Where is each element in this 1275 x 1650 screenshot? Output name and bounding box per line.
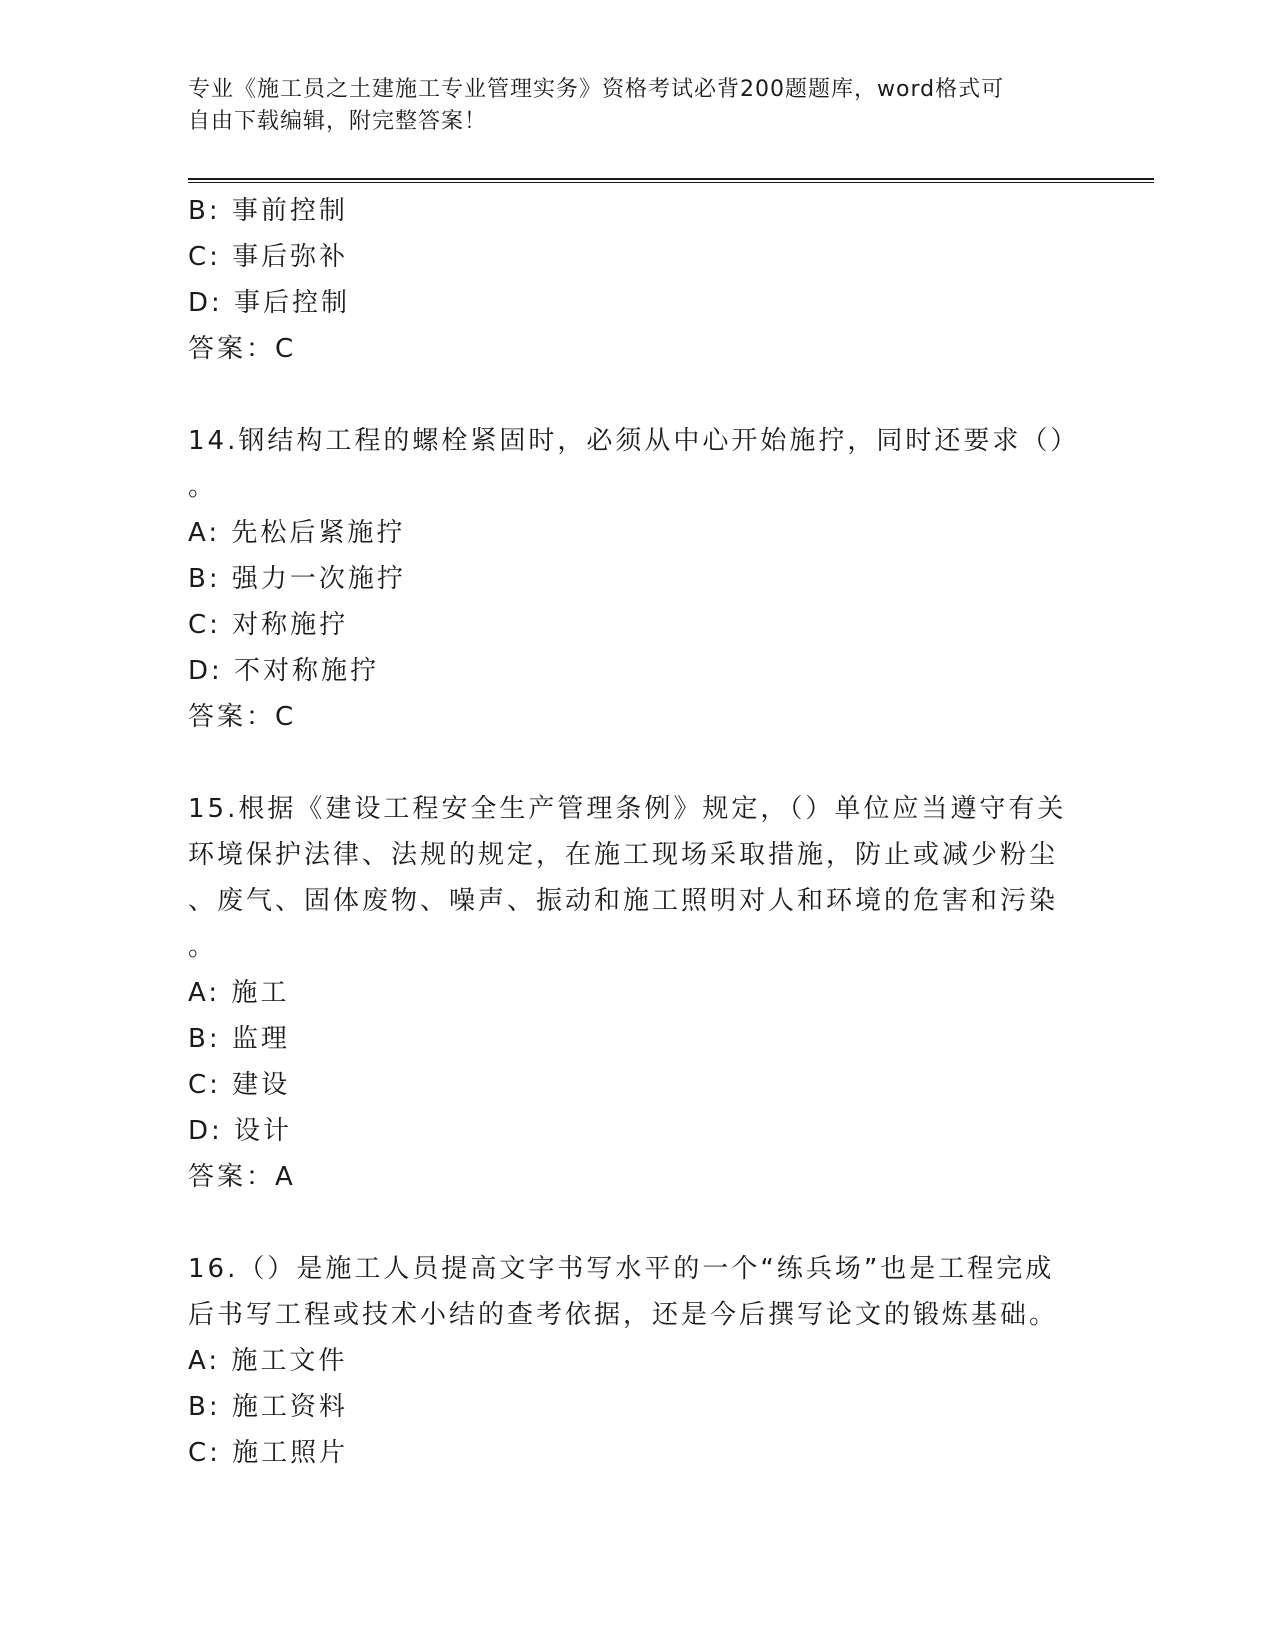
option-a: A: 先松后紧施拧 xyxy=(188,518,406,548)
spacer xyxy=(188,1200,1088,1246)
spacer xyxy=(188,372,1088,418)
option-c: C: 建设 xyxy=(188,1070,291,1100)
question-text-cont: 环境保护法律、法规的规定，在施工现场采取措施，防止或减少粉尘 xyxy=(188,840,1059,870)
question-text: 14.钢结构工程的螺栓紧固时，必须从中心开始施拧，同时还要求（） xyxy=(188,426,1080,456)
answer: 答案：A xyxy=(188,1162,296,1192)
question-list xyxy=(188,188,1088,1476)
question-text-cont: 。 xyxy=(188,932,218,962)
header-divider xyxy=(188,178,1154,180)
option-b: B: 施工资料 xyxy=(188,1392,348,1422)
header-line-1: 专业《施工员之土建施工专业管理实务》资格考试必背200题题库，word格式可 xyxy=(188,77,1005,102)
spacer xyxy=(188,740,1088,786)
option-a: A: 施工 xyxy=(188,978,290,1008)
question-15 xyxy=(188,786,1088,1200)
option-c: C: 对称施拧 xyxy=(188,610,349,640)
option-d: D: 设计 xyxy=(188,1116,293,1146)
option-d: D: 事后控制 xyxy=(188,288,351,318)
option-c: C: 施工照片 xyxy=(188,1438,349,1468)
question-14 xyxy=(188,418,1088,740)
question-text: 16.（）是施工人员提高文字书写水平的一个“练兵场”也是工程完成 xyxy=(188,1254,1055,1284)
answer: 答案：C xyxy=(188,334,297,364)
question-13 xyxy=(188,188,1088,372)
option-b: B: 监理 xyxy=(188,1024,290,1054)
question-text-cont: 、废气、固体废物、噪声、振动和施工照明对人和环境的危害和污染 xyxy=(188,886,1059,916)
header-line-2: 自由下载编辑，附完整答案！ xyxy=(188,109,488,134)
option-a: A: 施工文件 xyxy=(188,1346,348,1376)
header-divider-thin xyxy=(188,182,1154,183)
answer: 答案：C xyxy=(188,702,297,732)
option-d: D: 不对称施拧 xyxy=(188,656,380,686)
option-b: B: 事前控制 xyxy=(188,196,348,226)
question-text: 15.根据《建设工程安全生产管理条例》规定，（）单位应当遵守有关 xyxy=(188,794,1067,824)
question-text-cont: 后书写工程或技术小结的查考依据，还是今后撰写论文的锻炼基础。 xyxy=(188,1300,1059,1330)
question-text-cont: 。 xyxy=(188,472,218,502)
option-c: C: 事后弥补 xyxy=(188,242,349,272)
document-header xyxy=(188,74,1068,138)
option-b: B: 强力一次施拧 xyxy=(188,564,406,594)
question-16 xyxy=(188,1246,1088,1476)
